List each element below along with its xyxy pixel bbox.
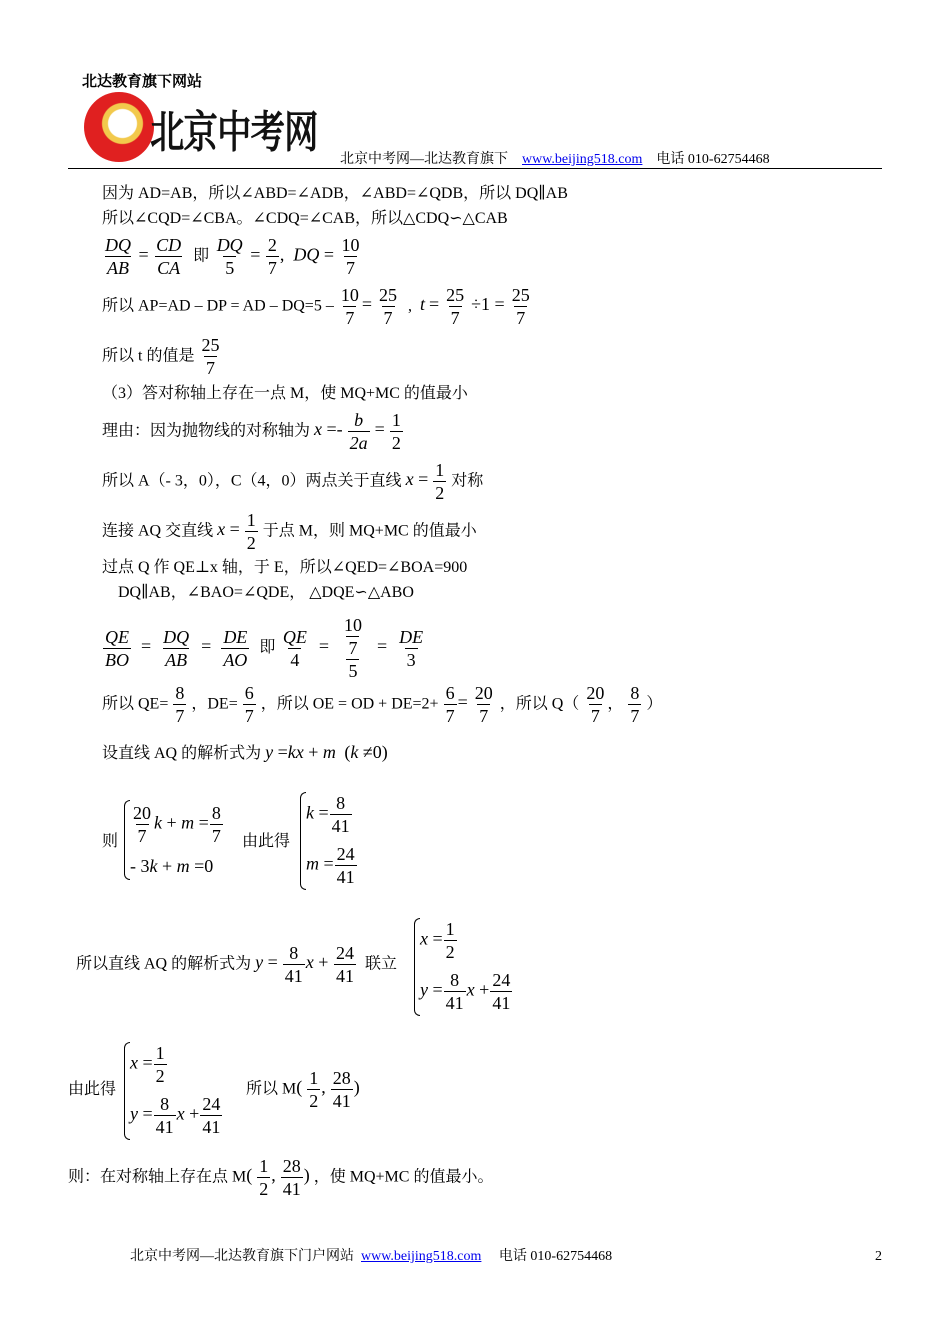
- footer-url-link[interactable]: www.beijing518.com: [361, 1249, 482, 1264]
- footer: [130, 1247, 612, 1267]
- line-1: 因为 AD=AB，所以∠ABD=∠ADB，∠ABD=∠QDB，所以 DQ∥AB: [102, 185, 568, 202]
- system-1-eq-1: $\frac{20}{7}$ k + m = $\frac{8}{7}$: [133, 803, 221, 846]
- line-10: 过点 Q 作 QE⊥x 轴，于 E，所以∠QED=∠BOA=900: [102, 559, 468, 576]
- line-13: 所以 QE= $\frac{8}{7}$ ，DE= $\frac{6}{7}$ ，所以 OE = OD + DE=2+ $\frac{6}{7}$ = $\frac{20}{7}$ ，所以 Q（ $\frac{20}{7}$ ， $\frac{8}{7}$ ）: [102, 683, 663, 726]
- logo-icon: [84, 92, 154, 162]
- header-phone: 电话 010-62754468: [656, 152, 770, 167]
- header-site-name: 北京中考网—北达教育旗下: [340, 152, 508, 167]
- line-17-label: 由此得: [68, 1081, 117, 1098]
- system-4-eq-2: y = $\frac{8}{41}$ x + $\frac{24}{41}$: [130, 1094, 221, 1137]
- line-5: 所以 t 的值是 $\frac{25}{7}$: [102, 335, 220, 378]
- logo-text: 北京中考网: [150, 107, 318, 158]
- line-14: 设直线 AQ 的解析式为 y =kx + m (k ≠0): [102, 742, 388, 762]
- system-3-eq-1: x = $\frac{1}{2}$: [420, 919, 455, 962]
- line-4: 所以 AP=AD – DP = AD – DQ=5 – $\frac{10}{7}$ = $\frac{25}{7}$ , t = $\frac{25}{7}$ ÷1 = $\frac{25}{7}$: [102, 285, 530, 328]
- page-number: 2: [875, 1249, 882, 1264]
- line-6: （3）答对称轴上存在一点 M，使 MQ+MC 的值最小: [102, 385, 468, 402]
- system-4-eq-1: x = $\frac{1}{2}$: [130, 1043, 165, 1086]
- line-8: 所以 A（- 3，0），C（4，0）两点关于直线 x = $\frac{1}{2}$ 对称: [102, 460, 484, 503]
- line-17-result: 所以 M( $\frac{1}{2}$ , $\frac{28}{41}$ ): [246, 1068, 360, 1111]
- line-2: 所以∠CQD=∠CBA。∠CDQ=∠CAB，所以△CDQ∽△CAB: [102, 210, 508, 227]
- system-1-eq-2: - 3k + m =0: [130, 856, 214, 876]
- line-9: 连接 AQ 交直线 x = $\frac{1}{2}$ 于点 M，则 MQ+MC 的值最小: [102, 510, 477, 553]
- system-2-eq-2: m = $\frac{24}{41}$: [306, 844, 355, 887]
- header-divider: [68, 168, 882, 169]
- line-7: 理由：因为抛物线的对称轴为 x =- $\frac{b}{2a}$ = $\frac{1}{2}$: [102, 410, 401, 453]
- footer-phone: 电话 010-62754468: [498, 1249, 613, 1264]
- footer-text: 北京中考网—北达教育旗下门户网站: [130, 1249, 354, 1264]
- header-group-name: 北达教育旗下网站: [82, 73, 203, 90]
- line-3-math: $\frac{DQ}{AB}$ = $\frac{CD}{CA}$ 即 $\frac{DQ}{5}$ = $\frac{2}{7}$ , DQ = $\frac{10}{7}$: [105, 235, 360, 278]
- header-url-link[interactable]: www.beijing518.com: [522, 152, 643, 167]
- line-15-label-2: 由此得: [242, 833, 291, 850]
- header-site: [340, 150, 770, 170]
- system-2-eq-1: k = $\frac{8}{41}$: [306, 793, 350, 836]
- line-16: 所以直线 AQ 的解析式为 y = $\frac{8}{41}$ x + $\frac{24}{41}$ 联立: [76, 943, 397, 986]
- line-12-math: $\frac{QE}{BO}$ = $\frac{DQ}{AB}$ = $\frac{DE}{AO}$ 即 $\frac{QE}{4}$ = $\frac{\frac{10}{7}}{5}$ = $\frac{DE}{3}$: [105, 615, 424, 681]
- line-15-label: 则: [102, 833, 119, 850]
- system-3-eq-2: y = $\frac{8}{41}$ x + $\frac{24}{41}$: [420, 970, 511, 1013]
- line-18: 则：在对称轴上存在点 M( $\frac{1}{2}$ , $\frac{28}{41}$ ) ，使 MQ+MC 的值最小。: [68, 1156, 494, 1199]
- line-11: DQ∥AB，∠BAO=∠QDE， △DQE∽△ABO: [118, 584, 414, 601]
